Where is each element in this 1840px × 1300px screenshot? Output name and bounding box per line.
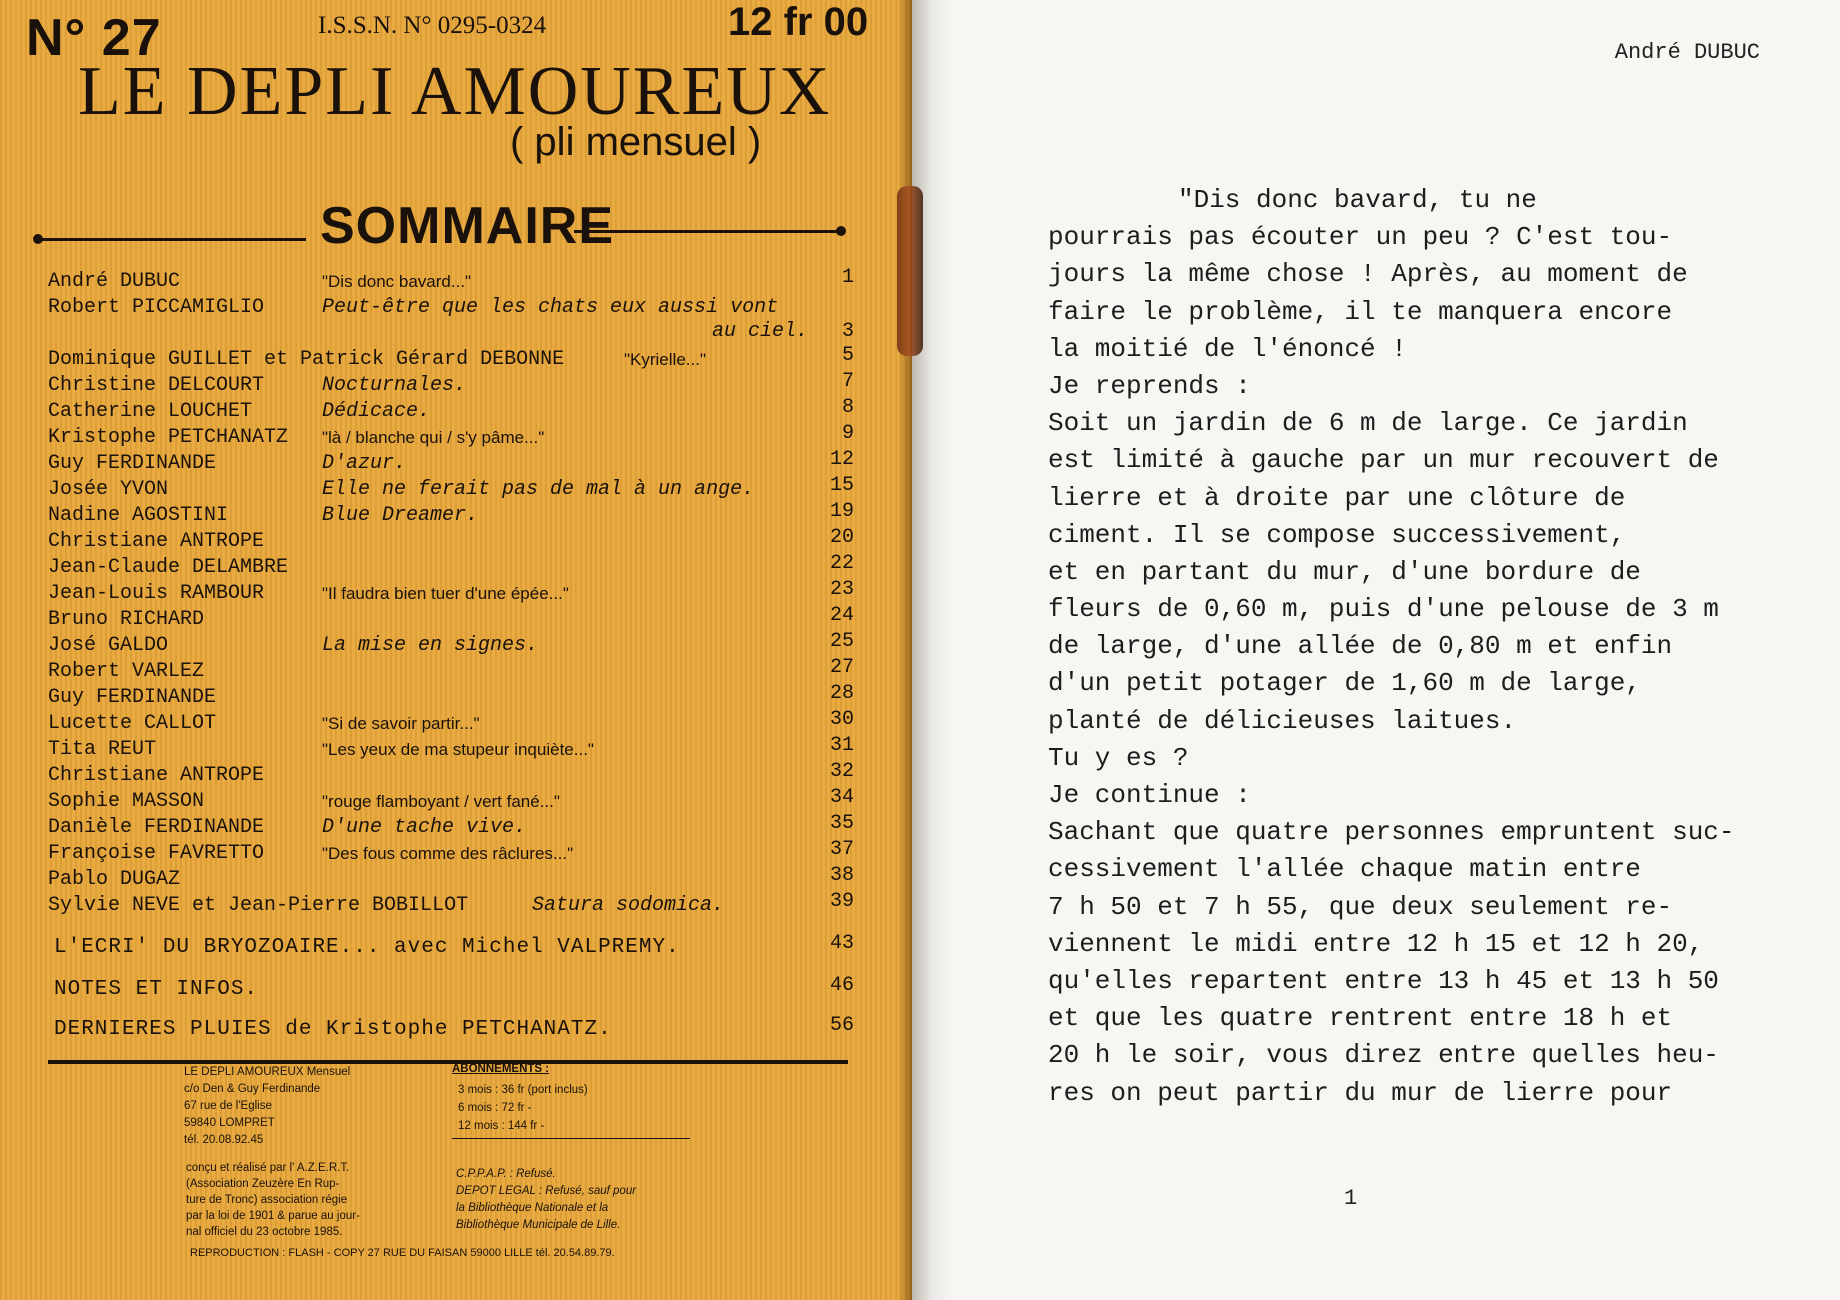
toc-author: Jean-Louis RAMBOUR [48,582,265,605]
article-line: ciment. Il se compose successivement, [1048,519,1626,550]
article-line: et que les quatre rentrent entre 18 h et [1048,1003,1673,1034]
toc-author: Christine DELCOURT [48,374,265,397]
toc-author: Sylvie NEVE et Jean-Pierre BOBILLOT [48,894,469,917]
toc-page-number: 46 [829,974,854,997]
article-line: Je reprends : [1048,370,1251,401]
article-line: d'un petit potager de 1,60 m de large, [1048,668,1641,699]
toc-author: Robert PICCAMIGLIO [48,296,265,319]
binding-staple [897,186,923,356]
toc-author: Guy FERDINANDE [48,686,217,709]
article-line: "Dis donc bavard, tu ne [1178,185,1537,215]
legal-lines-line: la Bibliothèque Nationale et la [456,1202,609,1214]
article-line: res on peut partir du mur de lierre pour [1048,1077,1673,1108]
toc-author: Dominique GUILLET et Patrick Gérard DEBONNE [48,348,565,371]
toc-page-number: 37 [829,838,854,861]
subscriptions-rule [452,1138,690,1139]
credit-lines-line: conçu et réalisé par l' A.Z.E.R.T. [186,1162,350,1174]
legal-lines-line: C.P.P.A.P. : Refusé. [456,1168,556,1180]
pub-lines-line: LE DEPLI AMOUREUX Mensuel [184,1066,351,1078]
toc-title: "Les yeux de ma stupeur inquiète..." [322,740,594,759]
article-line: jours la même chose ! Après, au moment de [1048,259,1688,290]
toc-page-number: 28 [829,682,854,705]
pub-lines-line: tél. 20.08.92.45 [184,1134,264,1146]
toc-author: DERNIERES PLUIES de Kristophe PETCHANATZ. [54,1018,612,1041]
toc-author: Pablo DUGAZ [48,868,181,891]
toc-page-number: 39 [829,890,854,913]
article-line: de large, d'une allée de 0,80 m et enfin [1048,631,1673,662]
article-line: Tu y es ? [1048,742,1189,773]
article-body [1048,182,1735,1112]
article-page [912,0,1840,1300]
toc-title: "Si de savoir partir..." [322,714,480,733]
toc-author: Danièle FERDINANDE [48,816,265,839]
pub-lines-line: 67 rue de l'Eglise [184,1100,272,1112]
article-line: faire le problème, il te manquera encore [1048,296,1673,327]
table-of-contents [0,0,912,1300]
toc-title: Elle ne ferait pas de mal à un ange. [322,478,755,501]
toc-author: Lucette CALLOT [48,712,217,735]
toc-author: Nadine AGOSTINI [48,504,229,527]
toc-author: André DUBUC [48,270,181,293]
toc-author: Françoise FAVRETTO [48,842,265,865]
toc-title: "rouge flamboyant / vert fané..." [322,792,560,811]
toc-title: La mise en signes. [322,634,539,657]
toc-title: Satura sodomica. [532,894,725,917]
article-line: qu'elles repartent entre 13 h 45 et 13 h 50 [1048,965,1719,996]
toc-page-number: 38 [829,864,854,887]
toc-page-number: 25 [829,630,854,653]
issue-number: N° 27 [26,9,162,67]
toc-page-number: 22 [829,552,854,575]
toc-title: Peut-être que les chats eux aussi vont [322,296,779,319]
toc-author: L'ECRI' DU BRYOZOAIRE... avec Michel VALPREMY. [54,936,680,959]
issn: I.S.S.N. N° 0295-0324 [318,12,547,39]
pub-lines-line: c/o Den & Guy Ferdinande [184,1083,321,1095]
toc-page-number: 56 [829,1014,854,1037]
magazine-subtitle: ( pli mensuel ) [510,120,762,164]
toc-page-number: 7 [841,370,854,393]
credit-lines-line: nal officiel du 23 octobre 1985. [186,1226,343,1238]
price: 12 fr 00 [728,0,869,44]
toc-author: Jean-Claude DELAMBRE [48,556,289,579]
toc-page-number: 32 [829,760,854,783]
toc-page-number: 9 [841,422,854,445]
article-line: et en partant du mur, d'une bordure de [1048,556,1641,587]
toc-title: "Dis donc bavard..." [322,272,472,291]
article-line: cessivement l'allée chaque matin entre [1048,854,1641,885]
toc-author: Christiane ANTROPE [48,764,265,787]
toc-author: Catherine LOUCHET [48,400,253,423]
article-line: la moitié de l'énoncé ! [1048,333,1407,364]
toc-page-number: 43 [829,932,854,955]
article-line: viennent le midi entre 12 h 15 et 12 h 20, [1048,928,1704,959]
toc-page-number: 27 [829,656,854,679]
toc-page-number: 20 [829,526,854,549]
toc-title: "Des fous comme des râclures..." [322,844,574,863]
magazine-cover [0,0,912,1300]
toc-page-number: 8 [841,396,854,419]
article-line: 7 h 50 et 7 h 55, que deux seulement re- [1048,891,1673,922]
toc-author: Kristophe PETCHANATZ [48,426,289,449]
toc-page-number: 34 [829,786,854,809]
article-line: fleurs de 0,60 m, puis d'une pelouse de 3 m [1048,594,1719,625]
toc-title: "Il faudra bien tuer d'une épée..." [322,584,569,603]
toc-title: Blue Dreamer. [322,504,479,527]
credit-lines-line: par la loi de 1901 & parue au jour- [186,1210,360,1222]
toc-title-continued: au ciel. [712,320,809,343]
toc-page-number: 35 [829,812,854,835]
toc-author: Bruno RICHARD [48,608,205,631]
pub-lines-line: 59840 LOMPRET [184,1117,275,1129]
toc-title: "là / blanche qui / s'y pâme..." [322,428,545,447]
article-line: pourrais pas écouter un peu ? C'est tou- [1048,222,1673,253]
toc-page-number: 3 [841,320,854,343]
sub-lines-line: 12 mois : 144 fr - [458,1120,545,1132]
sub-lines-line: 3 mois : 36 fr (port inclus) [458,1084,588,1096]
toc-title: Dédicace. [322,400,431,423]
sommaire-heading: SOMMAIRE [320,197,614,255]
toc-page-number: 15 [829,474,854,497]
toc-title: Nocturnales. [322,374,467,397]
toc-author: Josée YVON [48,478,169,501]
toc-title: "Kyrielle..." [624,350,706,369]
article-line: Soit un jardin de 6 m de large. Ce jardin [1048,408,1688,439]
toc-page-number: 5 [841,344,854,367]
article-line: 20 h le soir, vous direz entre quelles heu- [1048,1040,1719,1071]
legal-lines-line: DEPOT LEGAL : Refusé, sauf pour [456,1185,637,1197]
toc-title: D'une tache vive. [322,816,527,839]
credit-lines-line: (Association Zeuzère En Rup- [186,1178,340,1190]
toc-page-number: 24 [829,604,854,627]
toc-page-number: 19 [829,500,854,523]
sub-lines-line: 6 mois : 72 fr - [458,1102,532,1114]
credit-lines-line: ture de Tronc) association régie [186,1194,348,1206]
toc-author: NOTES ET INFOS. [54,978,259,1001]
magazine-title: LE DEPLI AMOUREUX [78,53,832,130]
toc-author: Tita REUT [48,738,157,761]
article-line: est limité à gauche par un mur recouvert de [1048,445,1719,476]
article-line: planté de délicieuses laitues. [1048,705,1517,736]
article-line: Je continue : [1048,780,1251,810]
article-line: Sachant que quatre personnes empruntent suc- [1048,817,1735,848]
page-number: 1 [1344,1186,1358,1211]
toc-author: Robert VARLEZ [48,660,205,683]
toc-author: José GALDO [48,634,169,657]
toc-author: Sophie MASSON [48,790,205,813]
reproduction-notice: REPRODUCTION : FLASH - COPY 27 RUE DU FAISAN 59000 LILLE tél. 20.54.89.79. [190,1247,615,1259]
toc-page-number: 1 [841,266,854,289]
toc-page-number: 31 [829,734,854,757]
toc-page-number: 23 [829,578,854,601]
article-line: lierre et à droite par une clôture de [1048,482,1626,513]
subscriptions-heading: ABONNEMENTS : [452,1063,550,1075]
article-author: André DUBUC [1614,40,1760,65]
legal-lines-line: Bibliothèque Municipale de Lille. [456,1219,621,1231]
footer-rule [48,1060,848,1064]
toc-page-number: 30 [829,708,854,731]
toc-author: Guy FERDINANDE [48,452,217,475]
toc-page-number: 12 [829,448,854,471]
toc-author: Christiane ANTROPE [48,530,265,553]
toc-title: D'azur. [322,452,407,475]
